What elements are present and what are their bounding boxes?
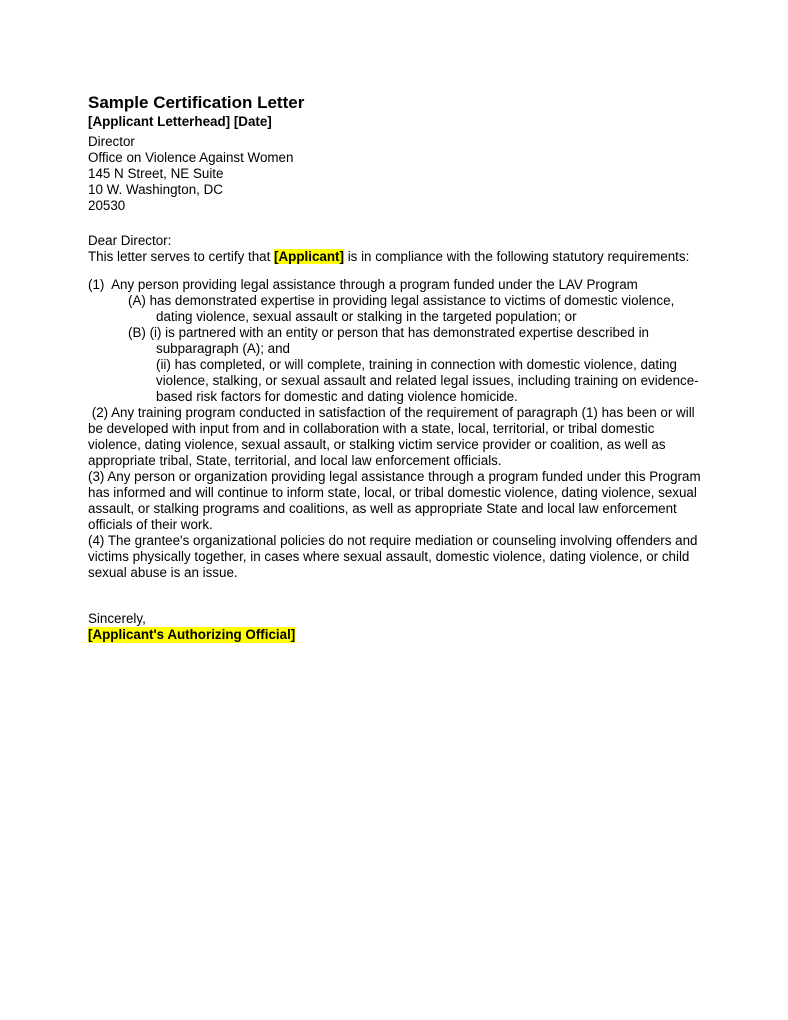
intro-text-before: This letter serves to certify that xyxy=(88,249,275,264)
salutation: Dear Director: xyxy=(88,233,172,248)
statutory-requirements-list xyxy=(88,277,706,581)
statutory-item-1b-i: (B) (i) is partnered with an entity or person that has demonstrated expertise described in subparagraph (A); and xyxy=(128,325,653,356)
statutory-item-2: (2) Any training program conducted in satisfaction of the requirement of paragraph (1) has been or will be developed with input from and in collaboration with a state, local, territorial, or tribal domestic violence, dating violence, sexual assault, or stalking victim service provider or coalition, as well as appropriate tribal, State, territorial, and local law enforcement officials. xyxy=(88,405,699,468)
letterhead-date-placeholder: [Applicant Letterhead] [Date] xyxy=(88,114,272,129)
letter-closing xyxy=(88,611,706,643)
address-line-recipient: Director xyxy=(88,134,135,149)
statutory-item-1b-ii: (ii) has completed, or will complete, training in connection with domestic violence, dating violence, stalking, or sexual assault and related legal issues, including training on evidence-based risk factors for domestic and dating violence homicide. xyxy=(156,357,699,404)
document-title: Sample Certification Letter xyxy=(88,93,305,112)
recipient-address xyxy=(88,134,706,214)
applicant-placeholder: [Applicant] xyxy=(274,249,344,264)
statutory-item-1a: (A) has demonstrated expertise in providing legal assistance to victims of domestic violence, dating violence, sexual assault or stalking in the targeted population; or xyxy=(128,293,679,324)
intro-paragraph xyxy=(88,249,706,265)
letter-opening xyxy=(88,233,706,265)
address-line-city: 10 W. Washington, DC xyxy=(88,182,223,197)
statutory-item-3: (3) Any person or organization providing legal assistance through a program funded under this Program has informed and will continue to inform state, local, or tribal domestic violence, dating violence, sexual assault, or stalking programs and coalitions, as well as appropriate State and local law enforcement officials of their work. xyxy=(88,469,705,532)
address-line-zip: 20530 xyxy=(88,198,126,213)
authorizing-official-placeholder: [Applicant's Authorizing Official] xyxy=(88,627,296,642)
closing-salutation: Sincerely, xyxy=(88,611,146,626)
statutory-item-4: (4) The grantee's organizational policies do not require mediation or counseling involving offenders and victims physically together, in cases where sexual assault, domestic violence, dating violence, or child sexual abuse is an issue. xyxy=(88,533,702,580)
statutory-item-1: (1) Any person providing legal assistance through a program funded under the LAV Program xyxy=(88,277,638,292)
address-line-office: Office on Violence Against Women xyxy=(88,150,294,165)
intro-text-after: is in compliance with the following statutory requirements: xyxy=(343,249,690,264)
address-line-street: 145 N Street, NE Suite xyxy=(88,166,224,181)
